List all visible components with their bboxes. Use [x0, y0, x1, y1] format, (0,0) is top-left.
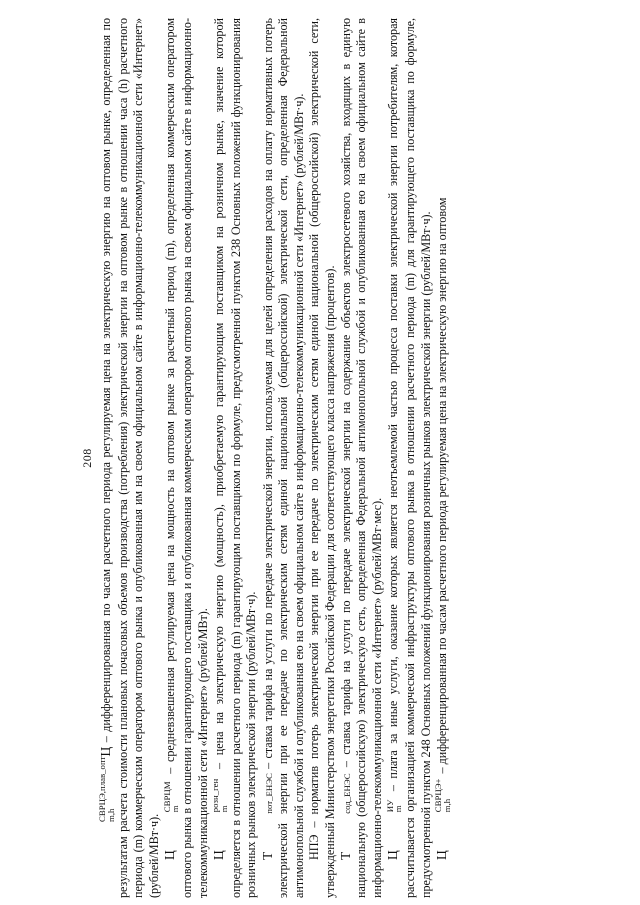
document-body — [98, 18, 452, 898]
paragraph-text: – плата за иные услуги, оказание которых является неотъемлемой частью процесса поставки электрической энергии потребителям, которая рассчитывается организацией коммерческой инфраструктуры оптового рынка в отношении расчетного периода (m) для гарантирующего поставщика по формуле, предусмотренной пунктом 248 Основных положений функционирования розничных рынков электрической энергии (рублей/МВт·ч). — [386, 18, 433, 898]
paragraph-loss-norm — [307, 18, 338, 898]
symbol-letter: Т — [259, 851, 275, 860]
paragraph-price-svrce-plus — [434, 18, 452, 898]
symbol-subscript: m — [170, 805, 181, 813]
paragraph-text: – дифференцированная по часам расчетного периода регулируемая цена на электрическую энергию на оптовом — [434, 197, 449, 774]
paragraph-tariff-losses-enes — [260, 18, 307, 898]
formula-symbol — [386, 800, 404, 851]
paragraph-text: – ставка тарифа на услуги по передаче электрической энергии, используемая для целей определения расходов на оплату нормативных потерь электрической энергии при ее передаче по электрическим сетям единой национальной (общероссийской) электрической сети, определенная Федеральной антимонопольной службой и опубликованная ею на своем официальном сайте в информационно-телекоммуникационной сети «Интернет» (рублей/МВт·ч). — [260, 18, 306, 898]
paragraph-text: – средневзвешенная регулируемая цена на мощность на оптовом рынке за расчетный период (m), определенная коммерческим оператором оптового рынка в отношении гарантирующего поставщика и опубликованная коммерческим оператором оптового рынка на своем официальном сайте в информационно-телекоммуникационной сети «Интернет» (рублей/МВт). — [163, 18, 210, 898]
symbol-letter: Т — [337, 851, 353, 860]
symbol-subscript: m — [219, 805, 230, 813]
paragraph-price-svrce-plan — [98, 18, 162, 898]
paragraph-text: – ставка тарифа на услуги по передаче электрической энергии на содержание объектов электросетевого хозяйства, входящих в единую национальную (общероссийскую) электрическую сеть, определенная Федеральной антимонопольной службой и опубликованная ею на своем официальном сайте в информационно-телекоммуникационной сети «Интернет» (рублей/МВт·мес). — [338, 18, 384, 898]
symbol-superscript: СВРЦМ — [161, 781, 172, 813]
paragraph-price-retail-gen — [211, 18, 260, 898]
symbol-subscript: m,h — [442, 798, 453, 813]
rotated-text-block — [80, 18, 560, 898]
paragraph-other-services-fee — [385, 18, 434, 898]
paragraph-text: – дифференцированная по часам расчетного периода регулируемая цена на электрическую энергию на оптовом рынке, определенная по результатам расчета стоимости плановых почасовых объемов производства (потребления) электрической энергии на оптовом рынке в отношении часа (h) расчетного периода (m) коммерческим оператором оптового рынка и опубликованная им на своем официальном сайте в информационно-телекоммуникационной сети «Интернет» (рублей/МВт·ч). — [99, 18, 161, 898]
symbol-superscript: СВРЦЭ,плав_опт — [97, 756, 108, 822]
formula-symbol — [434, 779, 452, 851]
symbol-letter: Ц — [98, 746, 113, 757]
paragraph-text: НПЭ – норматив потерь электрической энергии при ее передаче по электрическим сетям единой национальной (общероссийской) электрической сети, утвержденный Министерством энергетики Российской Федерации для соответствующего класса напряжения (процентов). — [307, 18, 337, 898]
paragraph-tariff-maintenance-enes — [338, 18, 385, 898]
symbol-subscript: пот_ЕНЭС — [263, 773, 274, 814]
symbol-superscript: ИУ — [384, 799, 395, 813]
symbol-superscript: розн_ген — [210, 778, 221, 813]
symbol-letter: Ц — [162, 850, 178, 860]
symbol-subscript: сод_ЕНЭС — [341, 773, 352, 814]
symbol-subscript: m,h — [106, 808, 117, 822]
formula-symbol — [98, 757, 116, 861]
paragraph-text: – цена на электрическую энергию (мощность), приобретаемую гарантирующим поставщиком на розничном рынке, значение которой определяется в отношении расчетного периода (m) гарантирующим поставщиком по формуле, предусмотренной пунктом 238 Основных положений функционирования розничных рынков электрической энергии (рублей/МВт·ч). — [212, 18, 259, 898]
formula-symbol — [211, 779, 229, 850]
formula-symbol — [163, 781, 181, 850]
symbol-superscript: СВРЦЭ+ — [433, 778, 444, 813]
symbol-letter: Ц — [433, 850, 449, 860]
page-number: 208 — [80, 448, 94, 468]
symbol-letter: Ц — [385, 850, 401, 860]
paragraph-price-svrcm — [162, 18, 211, 898]
symbol-subscript: m — [393, 805, 404, 813]
symbol-letter: Ц — [211, 850, 227, 860]
